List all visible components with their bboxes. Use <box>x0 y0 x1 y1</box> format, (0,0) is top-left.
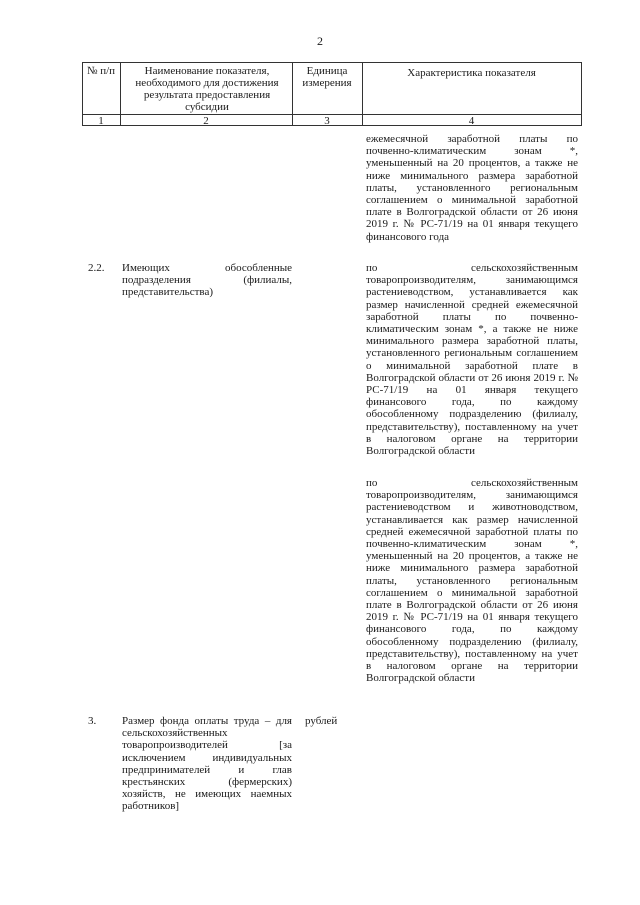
row-3-number: 3. <box>88 715 97 727</box>
row-2-2-number: 2.2. <box>88 262 105 274</box>
header-colnum-4: 4 <box>468 115 475 127</box>
header-indicator-name: Наименование показателя, необходимого для достижения результата предоставления субсидии <box>135 65 279 113</box>
header-unit: Единица измерения <box>302 65 352 89</box>
row-3-indicator-name: Размер фонда оплаты труда – для сельскохозяйственных товаропроизводителей [за исключением индивидуальных предпринимателей и глав крестьянских (фермерских) хозяйств, не имеющих наемных работников] <box>122 715 292 813</box>
header-characteristic: Характеристика показателя <box>407 67 536 79</box>
header-colnum-1: 1 <box>98 115 104 127</box>
row-2-2-characteristic-crop: по сельскохозяйственным товаропроизводителям, занимающимся растениеводством, устанавливается как размер начисленной средней ежемесячной заработной платы по почвенно-климатическим зонам *, а также не ниже минимального размера заработной платы, установленного региональным соглашением о минимальной заработной плате в Волгоградской области от 26 июня 2019 г. № РС-71/19 на 01 января текущего финансового года, по каждому обособленному подразделению (филиалу, представительству), поставленному на учет в налоговом органе на территории Волгоградской области <box>366 262 578 458</box>
row-2-2-characteristic-crop-livestock: по сельскохозяйственным товаропроизводителям, занимающимся растениеводством и животноводством, устанавливается как размер начисленной средней ежемесячной заработной платы по почвенно-климатическим зонам *, уменьшенный на 20 процентов, а также не ниже минимального размера заработной платы, установленного региональным соглашением о минимальной заработной плате в Волгоградской области от 26 июня 2019 г. № РС-71/19 на 01 января текущего финансового года, по каждому обособленному подразделению (филиалу, представительству), поставленному на учет в налоговом органе на территории Волгоградской области <box>366 477 578 685</box>
row-3-unit: рублей <box>305 715 338 727</box>
page-number: 2 <box>317 34 323 48</box>
header-colnum-3: 3 <box>324 115 330 127</box>
header-colnum-2: 2 <box>203 115 209 127</box>
table-header <box>82 62 582 126</box>
header-num: № п/п <box>86 65 116 77</box>
row-2-2-indicator-name: Имеющих обособленные подразделения (филиалы, представительства) <box>122 262 292 299</box>
row-continuation-characteristic: ежемесячной заработной платы по почвенно-климатическим зонам *, уменьшенный на 20 процентов, а также не ниже минимального размера заработной платы, установленного региональным соглашением о минимальной заработной плате в Волгоградской области от 26 июня 2019 г. № РС-71/19 на 01 января текущего финансового года <box>366 133 578 243</box>
